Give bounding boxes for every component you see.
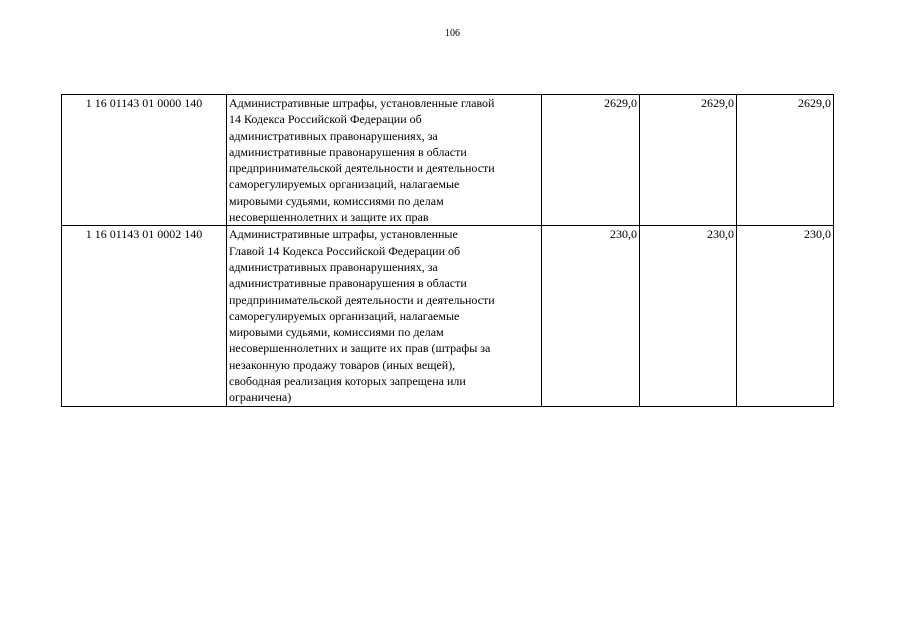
description-line: саморегулируемых организаций, налагаемые <box>229 308 460 323</box>
description-line: мировыми судьями, комиссиями по делам <box>229 325 444 340</box>
description-line: административные правонарушения в области <box>229 276 467 291</box>
description-line: незаконную продажу товаров (иных вещей), <box>229 357 456 372</box>
description-line: 14 Кодекса Российской Федерации об <box>229 112 422 127</box>
row-code: 1 16 01143 01 0002 140 <box>62 226 227 406</box>
description-line: мировыми судьями, комиссиями по делам <box>229 193 444 208</box>
row-description <box>227 95 542 226</box>
row-value-1: 2629,0 <box>542 95 640 226</box>
row-value-2: 2629,0 <box>640 95 737 226</box>
description-line: административных правонарушениях, за <box>229 128 438 143</box>
description-line: предпринимательской деятельности и деятельности <box>229 161 495 176</box>
row-value-3: 2629,0 <box>737 95 834 226</box>
description-line: Административные штрафы, установленные <box>229 227 458 242</box>
page-number: 106 <box>445 28 460 39</box>
description-line: Главой 14 Кодекса Российской Федерации об <box>229 243 461 258</box>
description-line: несовершеннолетних и защите их прав (штрафы за <box>229 341 491 356</box>
table-row <box>62 226 834 406</box>
row-value-1: 230,0 <box>542 226 640 406</box>
budget-table <box>61 94 834 407</box>
row-value-2: 230,0 <box>640 226 737 406</box>
description-line: предпринимательской деятельности и деятельности <box>229 292 495 307</box>
row-value-3: 230,0 <box>737 226 834 406</box>
row-description <box>227 226 542 406</box>
description-line: административные правонарушения в области <box>229 144 467 159</box>
row-code: 1 16 01143 01 0000 140 <box>62 95 227 226</box>
description-line: Административные штрафы, установленные главой <box>229 96 495 110</box>
description-line: саморегулируемых организаций, налагаемые <box>229 177 460 192</box>
description-line: ограничена) <box>229 390 292 405</box>
description-line: несовершеннолетних и защите их прав <box>229 210 429 225</box>
description-line: свободная реализация которых запрещена или <box>229 374 466 389</box>
description-line: административных правонарушениях, за <box>229 259 438 274</box>
table-row <box>62 95 834 226</box>
